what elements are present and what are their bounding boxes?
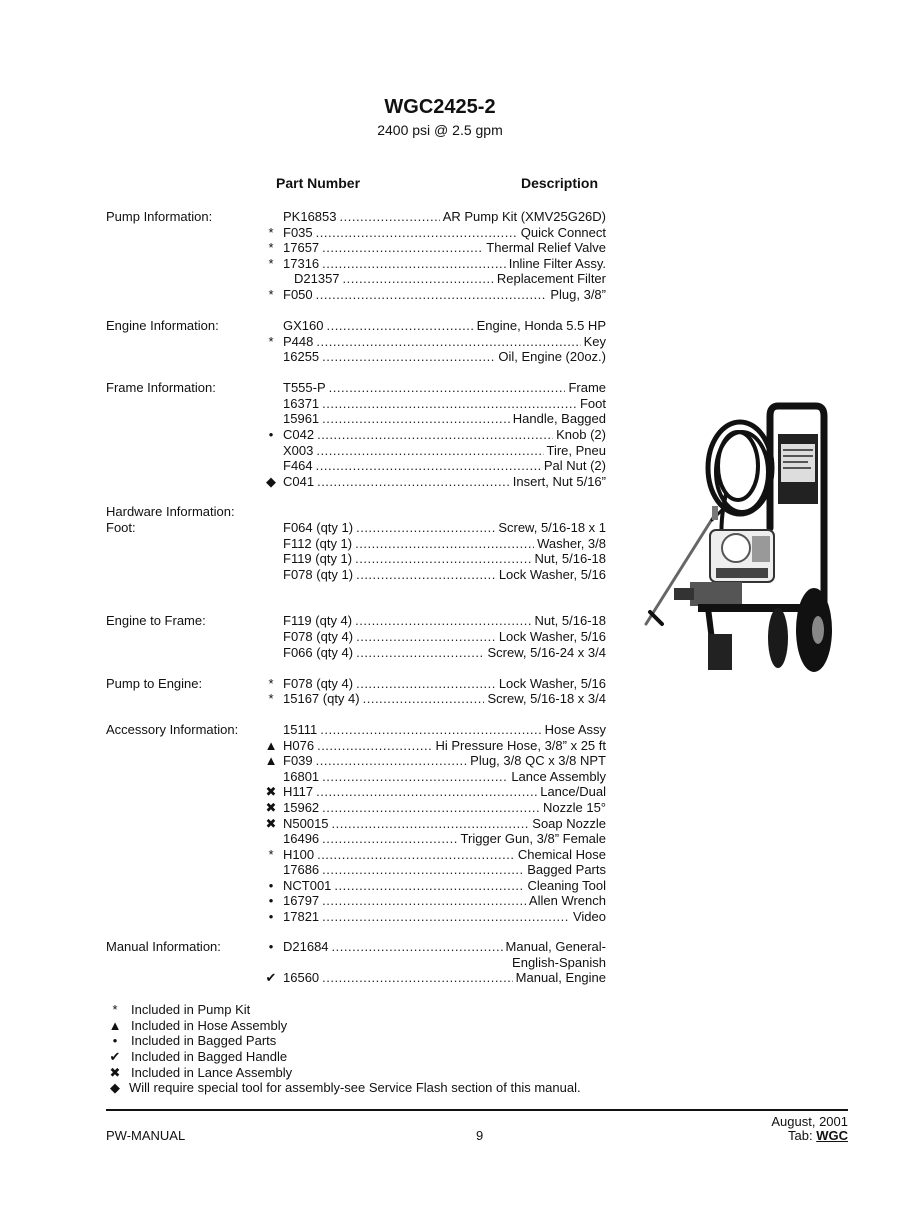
- legend-marker: ▲: [108, 1018, 122, 1033]
- part-number: P448: [283, 334, 314, 349]
- part-number: F050: [283, 287, 313, 302]
- leader-dots: [334, 878, 524, 894]
- row-marker: [260, 536, 282, 552]
- row-marker: [260, 458, 282, 474]
- part-row: [260, 427, 606, 443]
- footer-date: August, 2001: [771, 1114, 848, 1129]
- row-marker: *: [268, 847, 274, 862]
- part-number: H117: [283, 784, 314, 799]
- part-row: [260, 349, 606, 365]
- part-number: 17316: [283, 256, 320, 271]
- part-description: Nozzle 15°: [542, 800, 606, 815]
- row-marker: [260, 520, 282, 536]
- leader-dots: [316, 334, 580, 350]
- row-marker: •: [268, 909, 274, 924]
- row-marker: [260, 645, 282, 661]
- part-description: Plug, 3/8”: [550, 287, 606, 302]
- part-description: Washer, 3/8: [537, 536, 606, 551]
- row-marker: [260, 613, 282, 629]
- row-marker: [260, 862, 282, 878]
- row-marker: ▲: [264, 738, 278, 753]
- leader-dots: [316, 287, 548, 303]
- part-row: [260, 256, 606, 272]
- row-marker: ✖: [265, 784, 277, 799]
- part-description: Hi Pressure Hose, 3/8” x 25 ft: [435, 738, 606, 753]
- part-number: 16560: [283, 970, 320, 985]
- part-number: 15111: [283, 722, 318, 737]
- part-description: Trigger Gun, 3/8” Female: [460, 831, 606, 846]
- row-marker: ✔: [265, 970, 277, 985]
- part-number: 16801: [283, 769, 320, 784]
- legend-text: Included in Pump Kit: [131, 1002, 251, 1017]
- leader-dots: [322, 970, 513, 986]
- part-row: [260, 784, 606, 800]
- section-label-accessory: Accessory Information:: [106, 722, 239, 737]
- part-number: F078 (qty 4): [283, 629, 354, 644]
- legend-marker: *: [112, 1002, 118, 1017]
- part-row: [260, 567, 606, 583]
- part-description: Screw, 5/16-24 x 3/4: [487, 645, 606, 660]
- row-marker: ◆: [266, 474, 276, 489]
- part-row: [260, 847, 606, 863]
- legend-item: [106, 1002, 666, 1018]
- part-row: [260, 722, 606, 738]
- part-description: Handle, Bagged: [512, 411, 606, 426]
- leader-dots: [322, 893, 526, 909]
- leader-dots: [356, 645, 484, 661]
- leader-dots: [322, 909, 570, 925]
- row-marker: [260, 722, 282, 738]
- leader-dots: [356, 520, 495, 536]
- row-marker: [260, 551, 282, 567]
- part-description: Hose Assy: [544, 722, 606, 737]
- part-number: C042: [283, 427, 315, 442]
- section-label-pump-to-engine: Pump to Engine:: [106, 676, 203, 691]
- part-row: [260, 458, 606, 474]
- leader-dots: [363, 691, 485, 707]
- part-row: [260, 893, 606, 909]
- part-row: [260, 970, 606, 986]
- part-description: Key: [583, 334, 606, 349]
- part-row: [260, 287, 606, 303]
- part-description: Manual, Engine: [515, 970, 606, 985]
- part-description: Screw, 5/16-18 x 3/4: [487, 691, 606, 706]
- part-row: [260, 396, 606, 412]
- part-number: X003: [283, 443, 314, 458]
- section-label-engine-to-frame: Engine to Frame:: [106, 613, 206, 628]
- part-number: F035: [283, 225, 313, 240]
- leader-dots: [320, 722, 541, 738]
- part-row: [260, 443, 606, 459]
- part-row: [260, 629, 606, 645]
- part-description: Cleaning Tool: [527, 878, 606, 893]
- leader-dots: [322, 862, 524, 878]
- row-marker: •: [268, 427, 274, 442]
- page-subtitle: 2400 psi @ 2.5 gpm: [377, 122, 503, 138]
- part-description: Soap Nozzle: [532, 816, 606, 831]
- part-description: Allen Wrench: [528, 893, 606, 908]
- part-description: Tire, Pneu: [546, 443, 606, 458]
- part-row: [260, 769, 606, 785]
- footer-rule: [106, 1109, 848, 1111]
- part-row: [260, 691, 606, 707]
- part-number: 16496: [283, 831, 320, 846]
- part-number: N50015: [283, 816, 329, 831]
- leader-dots: [343, 271, 494, 287]
- legend-marker: ✔: [109, 1049, 121, 1064]
- part-number: 15961: [283, 411, 320, 426]
- part-description: Bagged Parts: [527, 862, 606, 877]
- part-description: Lance/Dual: [540, 784, 606, 799]
- leader-dots: [322, 769, 508, 785]
- row-marker: [260, 567, 282, 583]
- footer-tab-label: Tab:: [788, 1128, 813, 1143]
- leader-dots: [332, 939, 503, 955]
- part-description: Replacement Filter: [496, 271, 606, 286]
- leader-dots: [356, 676, 496, 692]
- legend-text: Will require special tool for assembly-see Service Flash section of this manual.: [129, 1080, 581, 1095]
- part-description: Video: [572, 909, 606, 924]
- part-number: D21684: [283, 939, 329, 954]
- part-number: F112 (qty 1): [283, 536, 353, 551]
- part-number: F064 (qty 1): [283, 520, 354, 535]
- section-label-hardware: Hardware Information:: [106, 504, 235, 519]
- part-number: PK16853: [283, 209, 337, 224]
- leader-dots: [322, 396, 577, 412]
- row-marker: [260, 769, 282, 785]
- row-marker: *: [268, 256, 274, 271]
- part-number: F078 (qty 1): [283, 567, 354, 582]
- row-marker: *: [268, 691, 274, 706]
- part-description: Lock Washer, 5/16: [498, 567, 606, 582]
- row-marker: *: [268, 334, 274, 349]
- legend-text: Included in Bagged Parts: [131, 1033, 277, 1048]
- legend-text: Included in Bagged Handle: [131, 1049, 288, 1064]
- leader-dots: [322, 411, 510, 427]
- part-row: [260, 816, 606, 832]
- part-description: Frame: [568, 380, 606, 395]
- legend-marker: •: [112, 1033, 118, 1048]
- part-description: Knob (2): [556, 427, 606, 442]
- part-row: [260, 225, 606, 241]
- part-row: [260, 909, 606, 925]
- part-number: D21357: [294, 271, 340, 286]
- part-row: [260, 738, 606, 754]
- row-marker: [260, 349, 282, 365]
- legend-item: [106, 1049, 666, 1065]
- leader-dots: [317, 847, 515, 863]
- column-header-part-number: Part Number: [276, 175, 361, 191]
- leader-dots: [355, 613, 531, 629]
- part-row: [260, 551, 606, 567]
- legend-item: [106, 1080, 666, 1096]
- leader-dots: [355, 551, 531, 567]
- legend-item: [106, 1018, 666, 1034]
- row-marker: •: [268, 939, 274, 954]
- leader-dots: [317, 474, 510, 490]
- leader-dots: [316, 458, 541, 474]
- part-number: 16255: [283, 349, 320, 364]
- part-row: [260, 800, 606, 816]
- row-marker: [260, 411, 282, 427]
- legend-item: [106, 1065, 666, 1081]
- section-label-foot: Foot:: [106, 520, 136, 535]
- row-marker: [260, 629, 282, 645]
- leader-dots: [317, 738, 432, 754]
- part-description: Screw, 5/16-18 x 1: [498, 520, 606, 535]
- row-marker: *: [268, 240, 274, 255]
- legend-marker: ◆: [110, 1080, 120, 1095]
- part-number: 16371: [283, 396, 320, 411]
- part-number: H076: [283, 738, 315, 753]
- footer-tab: [788, 1128, 848, 1143]
- legend-marker: ✖: [109, 1065, 121, 1080]
- row-marker: •: [268, 893, 274, 908]
- page-number: 9: [476, 1128, 484, 1143]
- part-description: Plug, 3/8 QC x 3/8 NPT: [470, 753, 606, 768]
- row-marker: [260, 318, 282, 334]
- part-description: AR Pump Kit (XMV25G26D): [442, 209, 606, 224]
- part-row: [260, 318, 606, 334]
- part-number: 17686: [283, 862, 320, 877]
- part-number: F066 (qty 4): [283, 645, 354, 660]
- part-row: [260, 878, 606, 894]
- row-marker: *: [268, 676, 274, 691]
- row-marker: ✖: [265, 816, 277, 831]
- part-description: Manual, General-: [505, 939, 606, 954]
- part-number: F119 (qty 4): [283, 613, 353, 628]
- part-description: Thermal Relief Valve: [486, 240, 606, 255]
- leader-dots: [326, 318, 473, 334]
- legend-item: [106, 1033, 666, 1049]
- row-marker: [260, 831, 282, 847]
- part-description: Quick Connect: [520, 225, 606, 240]
- leader-dots: [316, 784, 537, 800]
- part-description: Chemical Hose: [517, 847, 606, 862]
- part-number: F078 (qty 4): [283, 676, 354, 691]
- row-marker: [260, 209, 282, 225]
- legend-text: Included in Lance Assembly: [131, 1065, 293, 1080]
- section-label-engine: Engine Information:: [106, 318, 219, 333]
- part-number: 15962: [283, 800, 320, 815]
- part-row: [260, 334, 606, 350]
- part-number: 17657: [283, 240, 320, 255]
- row-marker: [260, 271, 282, 287]
- part-row: [260, 474, 606, 490]
- description-continuation: English-Spanish: [512, 955, 606, 970]
- part-row: [260, 271, 606, 287]
- leader-dots: [316, 443, 543, 459]
- part-description: Oil, Engine (20oz.): [498, 349, 606, 364]
- part-row: [260, 753, 606, 769]
- part-description: Nut, 5/16-18: [534, 551, 606, 566]
- part-row: [260, 645, 606, 661]
- leader-dots: [340, 209, 440, 225]
- leader-dots: [329, 380, 566, 396]
- part-row: [260, 939, 606, 955]
- part-number: GX160: [283, 318, 324, 333]
- part-description: Pal Nut (2): [543, 458, 606, 473]
- row-marker: ✖: [265, 800, 277, 815]
- part-description: Inline Filter Assy.: [508, 256, 606, 271]
- leader-dots: [322, 831, 457, 847]
- leader-dots: [355, 536, 534, 552]
- leader-dots: [322, 240, 483, 256]
- part-row: [260, 520, 606, 536]
- part-number: T555-P: [283, 380, 326, 395]
- row-marker: *: [268, 287, 274, 302]
- legend-text: Included in Hose Assembly: [131, 1018, 288, 1033]
- leader-dots: [332, 816, 530, 832]
- footer-manual-name: PW-MANUAL: [106, 1128, 186, 1143]
- part-row: [260, 613, 606, 629]
- leader-dots: [322, 349, 495, 365]
- row-marker: *: [268, 225, 274, 240]
- leader-dots: [356, 567, 496, 583]
- part-number: F039: [283, 753, 313, 768]
- part-number: NCT001: [283, 878, 332, 893]
- column-header-description: Description: [521, 175, 599, 191]
- part-row: [260, 862, 606, 878]
- part-number: H100: [283, 847, 315, 862]
- part-row: [260, 831, 606, 847]
- part-description: Lock Washer, 5/16: [498, 629, 606, 644]
- row-marker: •: [268, 878, 274, 893]
- row-marker: [260, 380, 282, 396]
- part-description: Lock Washer, 5/16: [498, 676, 606, 691]
- leader-dots: [356, 629, 496, 645]
- part-description: Engine, Honda 5.5 HP: [476, 318, 606, 333]
- row-marker: [260, 396, 282, 412]
- leader-dots: [322, 256, 506, 272]
- part-row: [260, 209, 606, 225]
- leader-dots: [316, 753, 468, 769]
- part-number: C041: [283, 474, 315, 489]
- part-row: [260, 676, 606, 692]
- part-row: [260, 536, 606, 552]
- part-number: F119 (qty 1): [283, 551, 353, 566]
- section-label-manual: Manual Information:: [106, 939, 221, 954]
- row-marker: [260, 443, 282, 459]
- part-description: Lance Assembly: [511, 769, 606, 784]
- part-number: F464: [283, 458, 313, 473]
- part-description: Insert, Nut 5/16”: [512, 474, 606, 489]
- leader-dots: [317, 427, 553, 443]
- part-row: [260, 380, 606, 396]
- part-number: 15167 (qty 4): [283, 691, 360, 706]
- part-description: Nut, 5/16-18: [534, 613, 606, 628]
- row-marker: ▲: [264, 753, 278, 768]
- leader-dots: [322, 800, 540, 816]
- part-description: Foot: [579, 396, 606, 411]
- section-label-pump: Pump Information:: [106, 209, 213, 224]
- pressure-washer-photo: [628, 398, 854, 680]
- footer-tab-value: WGC: [816, 1128, 848, 1143]
- section-label-frame: Frame Information:: [106, 380, 216, 395]
- page-title: WGC2425-2: [384, 96, 496, 118]
- leader-dots: [316, 225, 518, 241]
- part-number: 16797: [283, 893, 320, 908]
- part-row: [260, 411, 606, 427]
- part-number: 17821: [283, 909, 320, 924]
- part-row: [260, 240, 606, 256]
